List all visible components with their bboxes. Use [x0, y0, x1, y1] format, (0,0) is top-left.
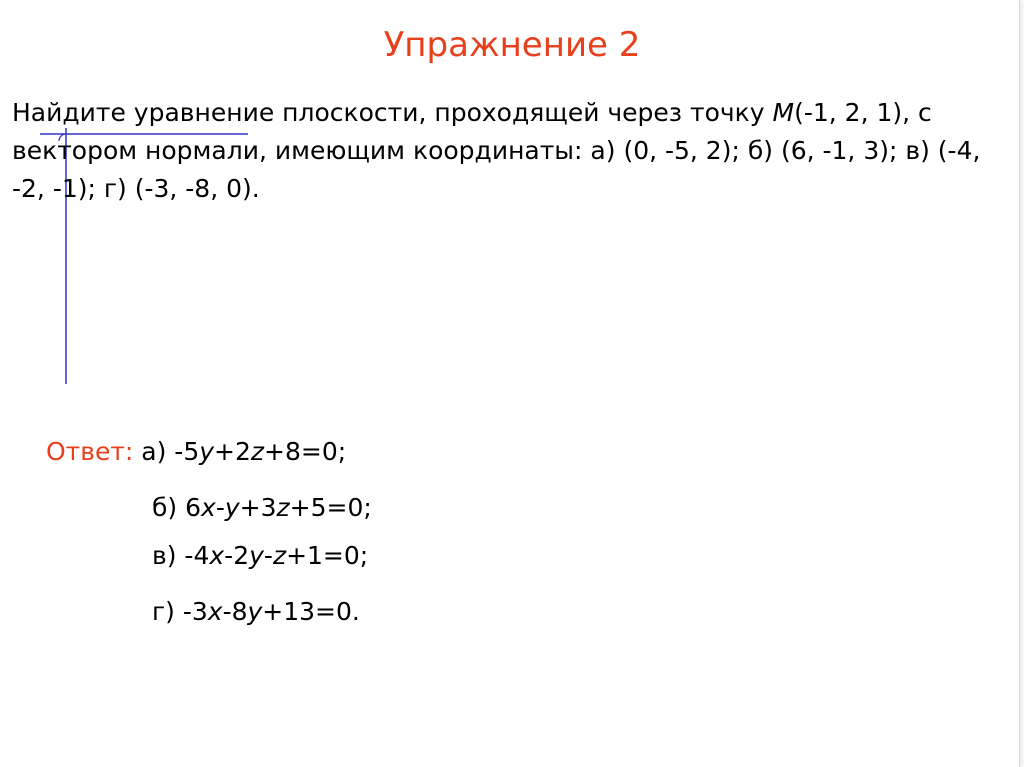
answer-c-mid-1: -2 [224, 541, 250, 570]
answer-c-var-1: x [209, 541, 225, 570]
answer-line-c [152, 541, 368, 570]
problem-text-start: Найдите уравнение плоскости, проходящей через точку [12, 98, 773, 127]
answer-a-var-1: y [199, 437, 215, 466]
answer-a-var-2: z [250, 437, 265, 466]
answer-b-tail: +5=0; [289, 493, 372, 522]
answer-d-prefix: г) -3 [152, 597, 208, 626]
problem-statement [12, 94, 1012, 208]
answer-line-a [46, 437, 346, 466]
answer-c-var-3: z [272, 541, 287, 570]
answer-b-var-2: y [224, 493, 240, 522]
problem-text-end: (-1, 2, 1), с вектором нормали, имеющим координаты: а) (0, -5, 2); б) (6, -1, 3); в) (-4, -2, -1); г) (-3, -8, 0). [12, 98, 981, 203]
answer-b-var-1: x [201, 493, 216, 522]
answer-b-mid-1: - [215, 493, 225, 522]
answer-b-prefix: б) 6 [152, 493, 202, 522]
answer-a-prefix: а) -5 [133, 437, 200, 466]
answer-a-mid-1: +2 [214, 437, 251, 466]
answer-a-tail: +8=0; [264, 437, 347, 466]
answer-c-mid-2: - [263, 541, 273, 570]
answer-label: Ответ: [46, 437, 134, 466]
answer-line-b [152, 493, 372, 522]
answer-c-tail: +1=0; [286, 541, 369, 570]
answer-c-prefix: в) -4 [152, 541, 210, 570]
answer-line-d [152, 597, 360, 626]
slide-title: Упражнение 2 [383, 25, 641, 65]
answer-b-var-3: z [276, 493, 290, 522]
answer-d-mid-1: -8 [222, 597, 248, 626]
answer-d-var-2: y [247, 597, 263, 626]
answer-d-tail: +13=0. [262, 597, 360, 626]
point-label: M [772, 98, 795, 127]
answer-d-var-1: x [207, 597, 223, 626]
answer-c-var-2: y [249, 541, 264, 570]
answer-b-mid-2: +3 [239, 493, 277, 522]
